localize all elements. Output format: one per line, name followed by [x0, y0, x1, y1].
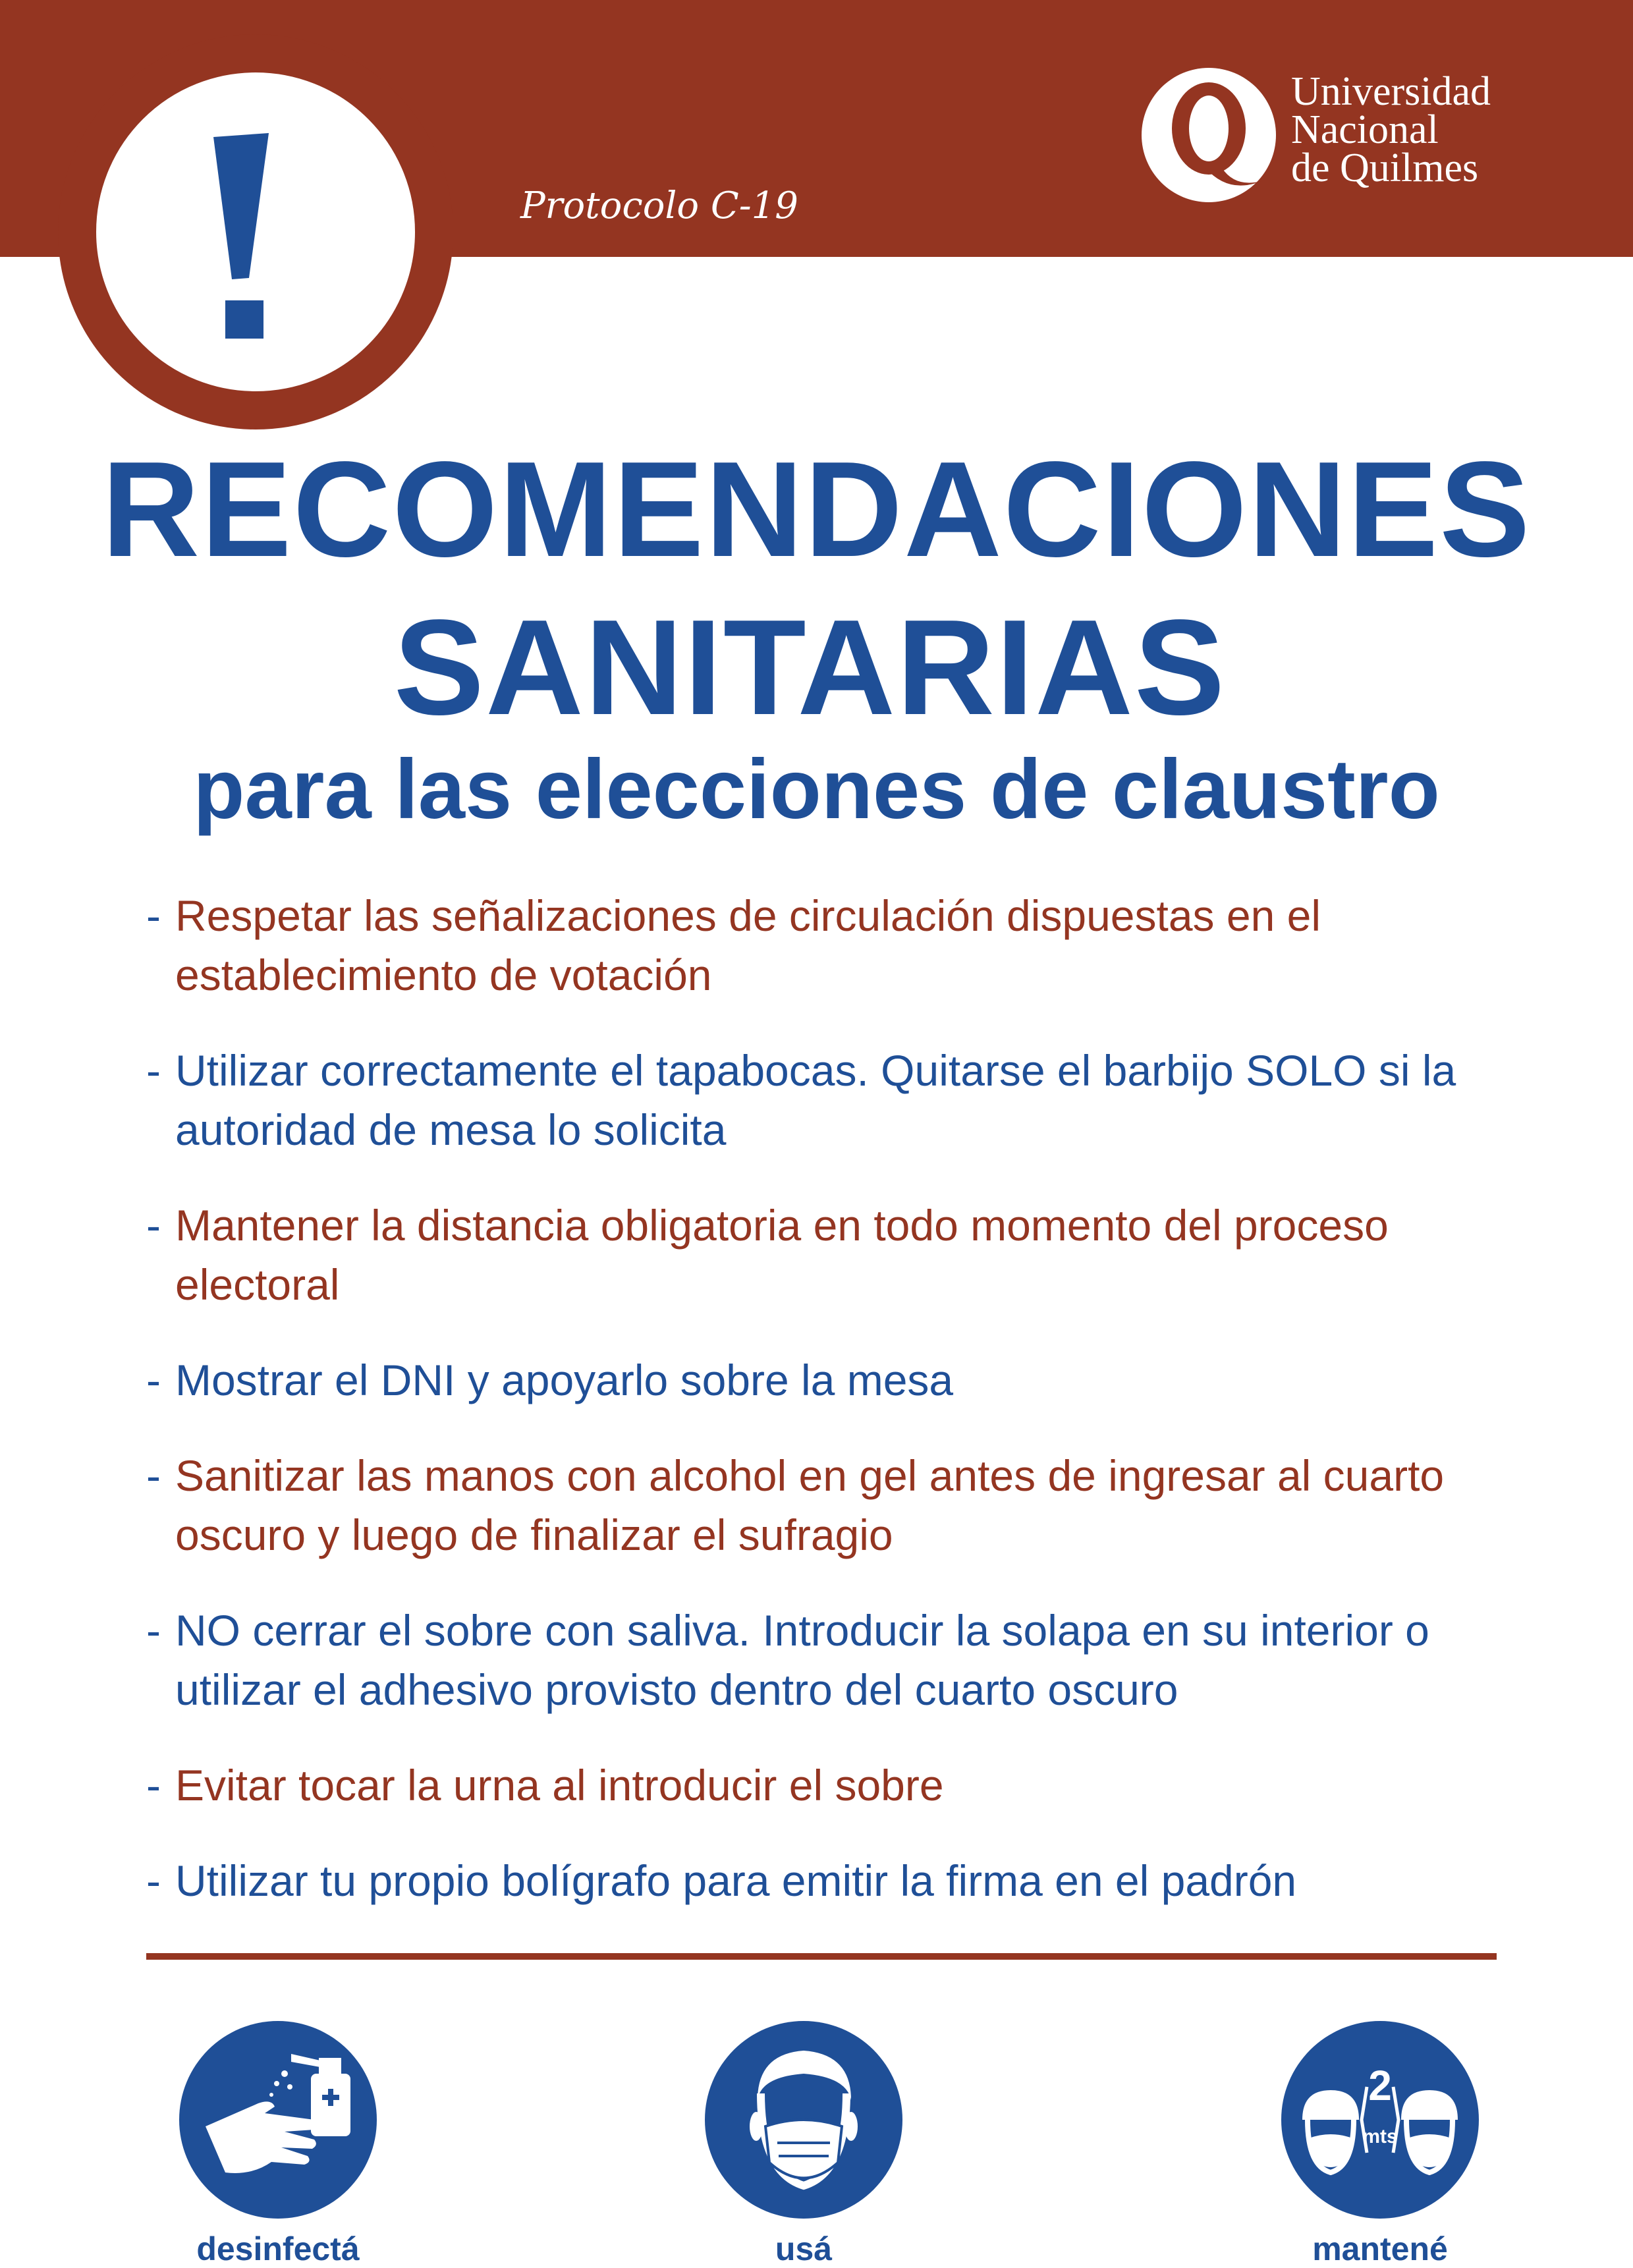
pictogram-label-keep: mantené [1312, 2230, 1448, 2267]
list-dash: - [146, 891, 161, 940]
hand-sanitizer-icon [179, 2021, 377, 2219]
main-title-line-1: RECOMENDACIONES [101, 433, 1532, 585]
list-item-text: NO cerrar el sobre con saliva. Introducir la solapa en su interior o utilizar el adhesivo provisto dentro del cuarto oscuro [175, 1606, 1429, 1714]
list-dash: - [146, 1451, 161, 1500]
unq-q-logo [1136, 63, 1281, 207]
list-item-text: Utilizar tu propio bolígrafo para emitir la firma en el padrón [175, 1856, 1297, 1905]
list-item-text: Mostrar el DNI y apoyarlo sobre la mesa [175, 1356, 954, 1404]
face-mask-icon [705, 2021, 902, 2219]
university-line-3: de Quilmes [1291, 146, 1479, 190]
list-item-text: Mantener la distancia obligatoria en todo momento del proceso electoral [175, 1201, 1389, 1309]
distance-number: 2 [1368, 2062, 1392, 2109]
list-dash: - [146, 1046, 161, 1095]
list-dash: - [146, 1761, 161, 1810]
list-dash: - [146, 1201, 161, 1250]
pictogram-label-use: usá [775, 2230, 833, 2267]
alert-badge [58, 34, 453, 429]
list-dash: - [146, 1856, 161, 1905]
list-dash: - [146, 1356, 161, 1404]
list-item-text: Utilizar correctamente el tapabocas. Quitarse el barbijo SOLO si la autoridad de mesa lo solicita [175, 1046, 1456, 1154]
distance-unit: mts [1362, 2126, 1398, 2147]
section-divider [146, 1953, 1497, 1960]
subtitle: para las elecciones de claustro [193, 742, 1440, 837]
social-distance-icon [1281, 2021, 1479, 2219]
list-item-text: Sanitizar las manos con alcohol en gel antes de ingresar al cuarto oscuro y luego de finalizar el sufragio [175, 1451, 1445, 1559]
pictogram-label-disinfect: desinfectá [196, 2230, 360, 2267]
list-item-text: Respetar las señalizaciones de circulación dispuestas en el establecimiento de votación [175, 891, 1321, 999]
exclamation-icon [96, 72, 415, 391]
main-title-line-2: SANITARIAS [393, 592, 1227, 743]
list-dash: - [146, 1606, 161, 1655]
protocol-label: Protocolo C-19 [520, 184, 798, 227]
university-name [1291, 69, 1491, 190]
university-line-2: Nacional [1291, 107, 1439, 152]
university-line-1: Universidad [1291, 69, 1491, 114]
list-item-text: Evitar tocar la urna al introducir el sobre [175, 1761, 944, 1810]
